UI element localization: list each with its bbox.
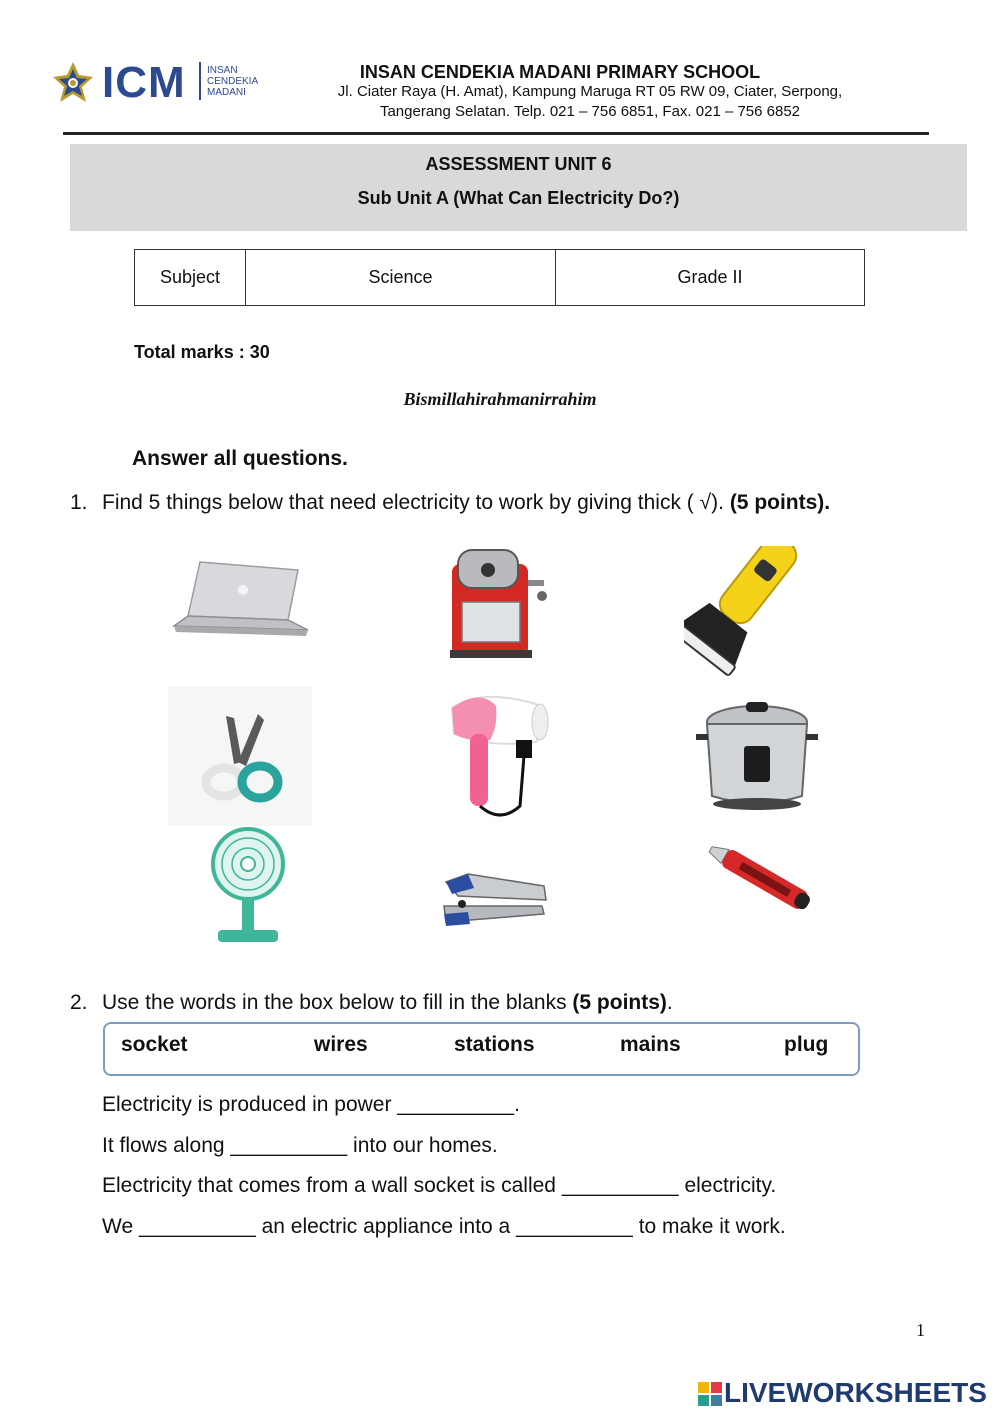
laptop-icon[interactable] bbox=[170, 560, 310, 642]
question-2 bbox=[70, 991, 673, 1015]
assessment-title: ASSESSMENT UNIT 6 bbox=[425, 154, 612, 174]
address-line-2: Tangerang Selatan. Telp. 021 – 756 6851, Fax. 021 – 756 6852 bbox=[379, 103, 801, 120]
question-points: (5 points) bbox=[572, 991, 667, 1014]
question-1 bbox=[70, 491, 830, 515]
rice-cooker-icon[interactable] bbox=[694, 700, 820, 812]
word-socket[interactable]: socket bbox=[121, 1033, 188, 1056]
question-end: . bbox=[666, 991, 673, 1014]
fan-icon[interactable] bbox=[208, 826, 288, 944]
page-number: 1 bbox=[916, 1320, 925, 1340]
logo-sub-line: INSAN bbox=[207, 65, 238, 76]
header-rule bbox=[63, 132, 929, 135]
assessment-subtitle: Sub Unit A (What Can Electricity Do?) bbox=[357, 188, 680, 208]
instruction: Answer all questions. bbox=[132, 447, 348, 470]
question-number: 1. bbox=[70, 491, 88, 514]
logo-sub-line: MADANI bbox=[207, 87, 246, 98]
word-plug[interactable]: plug bbox=[784, 1033, 829, 1056]
logo-sub-line: CENDEKIA bbox=[207, 76, 259, 87]
flashlight-icon[interactable] bbox=[684, 546, 830, 678]
info-table bbox=[134, 249, 865, 306]
hair-dryer-icon[interactable] bbox=[440, 686, 554, 828]
logo-wordmark: ICM bbox=[102, 58, 186, 107]
question-points: (5 points). bbox=[729, 491, 831, 514]
question-text: Use the words in the box below to fill in the blanks bbox=[102, 991, 573, 1014]
question-text: Find 5 things below that need electricity to work by giving thick ( √). bbox=[102, 491, 730, 514]
fill-sentence-2[interactable]: It flows along __________ into our homes. bbox=[102, 1134, 498, 1157]
scissors-icon[interactable] bbox=[168, 686, 312, 826]
question-number: 2. bbox=[70, 991, 88, 1014]
footer-brand: LIVEWORKSHEETS bbox=[724, 1377, 987, 1408]
subject-label: Subject bbox=[135, 250, 246, 306]
fill-sentence-4[interactable]: We __________ an electric appliance into a __________ to make it work. bbox=[102, 1215, 786, 1238]
fill-sentence-1[interactable]: Electricity is produced in power __________. bbox=[102, 1093, 520, 1116]
bismillah: Bismillahirahmanirrahim bbox=[403, 389, 597, 409]
subject-value: Science bbox=[246, 250, 556, 306]
school-name: INSAN CENDEKIA MADANI PRIMARY SCHOOL bbox=[359, 62, 761, 82]
grade-value: Grade II bbox=[556, 250, 865, 306]
word-stations[interactable]: stations bbox=[454, 1033, 535, 1056]
stapler-icon[interactable] bbox=[438, 866, 552, 932]
pencil-sharpener-icon[interactable] bbox=[438, 544, 550, 660]
word-mains[interactable]: mains bbox=[620, 1033, 681, 1056]
total-marks: Total marks : 30 bbox=[134, 342, 270, 362]
fill-sentence-3[interactable]: Electricity that comes from a wall socket is called __________ electricity. bbox=[102, 1174, 777, 1197]
cutter-knife-icon[interactable] bbox=[706, 840, 813, 913]
liveworksheets-logo-icon bbox=[698, 1382, 722, 1406]
address-line-1: Jl. Ciater Raya (H. Amat), Kampung Maruga RT 05 RW 09, Ciater, Serpong, bbox=[337, 83, 843, 100]
word-wires[interactable]: wires bbox=[314, 1033, 368, 1056]
